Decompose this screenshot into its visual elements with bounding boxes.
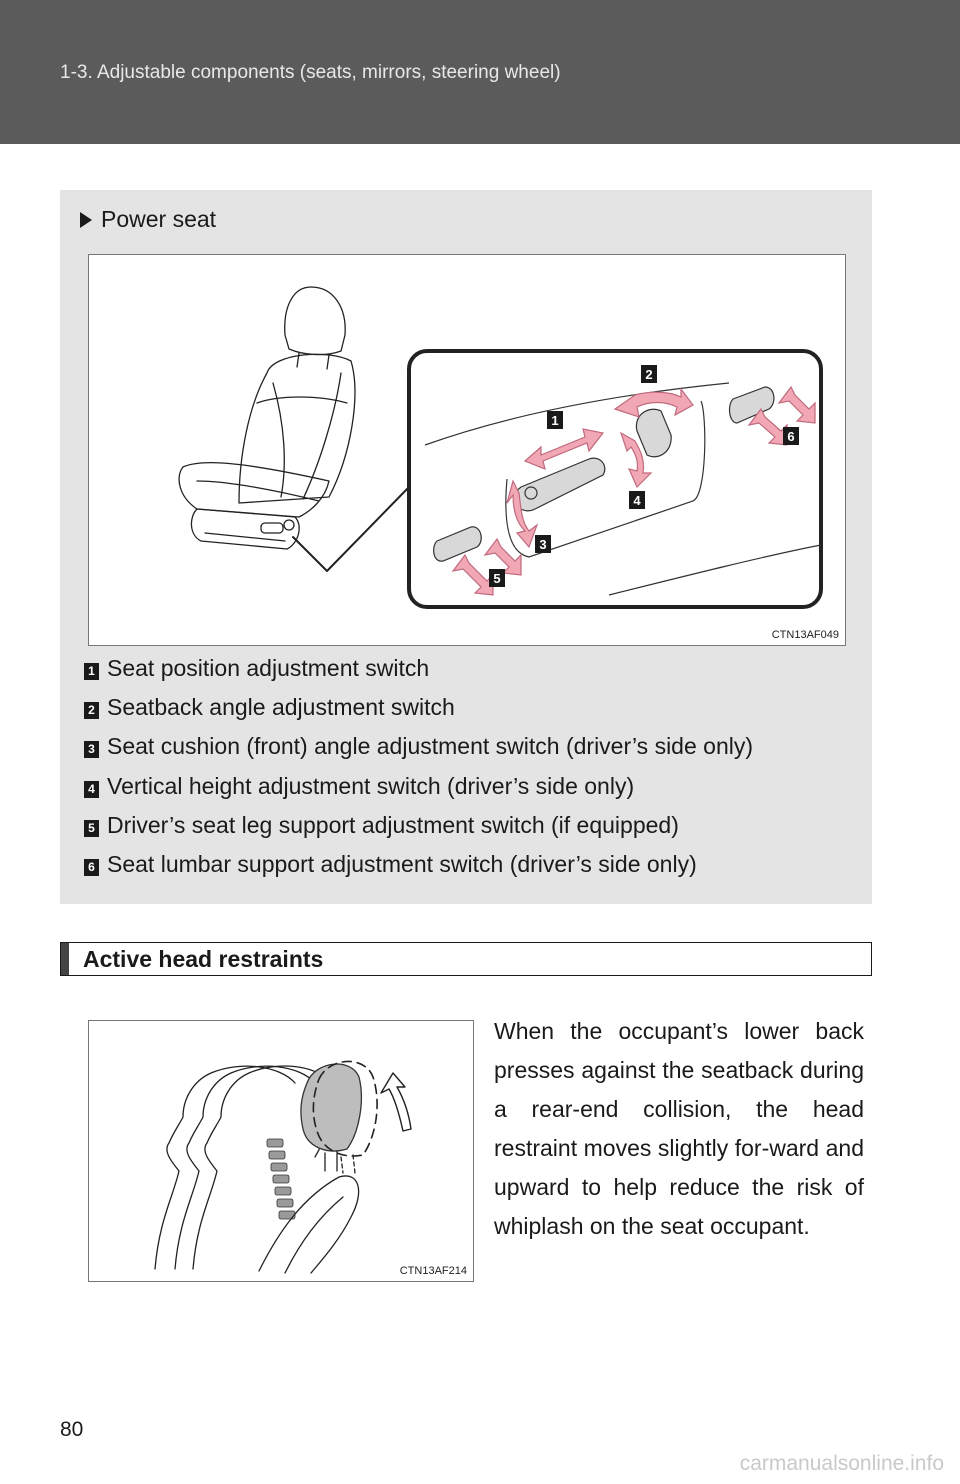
section-accent (61, 943, 69, 975)
svg-text:3: 3 (539, 537, 547, 552)
legend-text: Seat lumbar support adjustment switch (driver’s side only) (107, 850, 697, 877)
legend-item (84, 691, 753, 730)
number-badge: 1 (84, 663, 99, 680)
upward-arrow-icon (381, 1073, 411, 1131)
head-restraint-illustration (88, 1020, 474, 1282)
section-breadcrumb: 1-3. Adjustable components (seats, mirrors, steering wheel) (60, 62, 561, 83)
power-seat-drawing (89, 255, 845, 645)
svg-text:5: 5 (493, 571, 501, 586)
legend-item (84, 809, 753, 848)
legend-item (84, 730, 753, 769)
leader-line (293, 487, 409, 571)
legend-item (84, 848, 753, 887)
page-number: 80 (60, 1418, 84, 1441)
legend-item (84, 652, 753, 691)
power-seat-heading-text: Power seat (101, 206, 217, 232)
head-restraint-drawing (89, 1021, 473, 1281)
svg-text:4: 4 (633, 493, 641, 508)
svg-text:6: 6 (787, 429, 795, 444)
number-badge: 3 (84, 741, 99, 758)
legend-item (84, 770, 753, 809)
number-badge: 4 (84, 781, 99, 798)
power-seat-panel (60, 190, 872, 904)
switch-legend (84, 652, 753, 887)
legend-text: Seat cushion (front) angle adjustment switch (driver’s side only) (107, 733, 753, 760)
section-title: Active head restraints (83, 946, 324, 972)
svg-text:2: 2 (645, 367, 653, 382)
spine (267, 1139, 295, 1219)
body-paragraph: When the occupant’s lower back presses against the seatback during a rear-end collision, the head restraint moves slightly for-ward and upward to help reduce the risk of whiplash on the seat occupant. (494, 1018, 864, 1239)
legend-text: Seatback angle adjustment switch (107, 694, 455, 721)
svg-text:1: 1 (551, 413, 559, 428)
figure-code: CTN13AF214 (399, 1265, 467, 1277)
headrest-outline (285, 287, 345, 355)
number-badge: 5 (84, 820, 99, 837)
number-badge: 6 (84, 859, 99, 876)
head-restraint (301, 1064, 361, 1151)
section-heading-bar (60, 942, 872, 976)
power-seat-heading (80, 206, 216, 233)
number-badge: 2 (84, 702, 99, 719)
watermark: carmanualsonline.info (739, 1452, 944, 1475)
legend-text: Vertical height adjustment switch (driver’s side only) (107, 772, 635, 799)
legend-text: Driver’s seat leg support adjustment switch (if equipped) (107, 811, 679, 838)
power-seat-illustration (88, 254, 846, 646)
page-header (0, 0, 960, 144)
figure-code: CTN13AF049 (771, 629, 839, 641)
triangle-bullet-icon (80, 212, 92, 228)
seatback-outline (259, 1176, 359, 1273)
legend-text: Seat position adjustment switch (107, 655, 430, 681)
seatback-outline (239, 354, 355, 503)
